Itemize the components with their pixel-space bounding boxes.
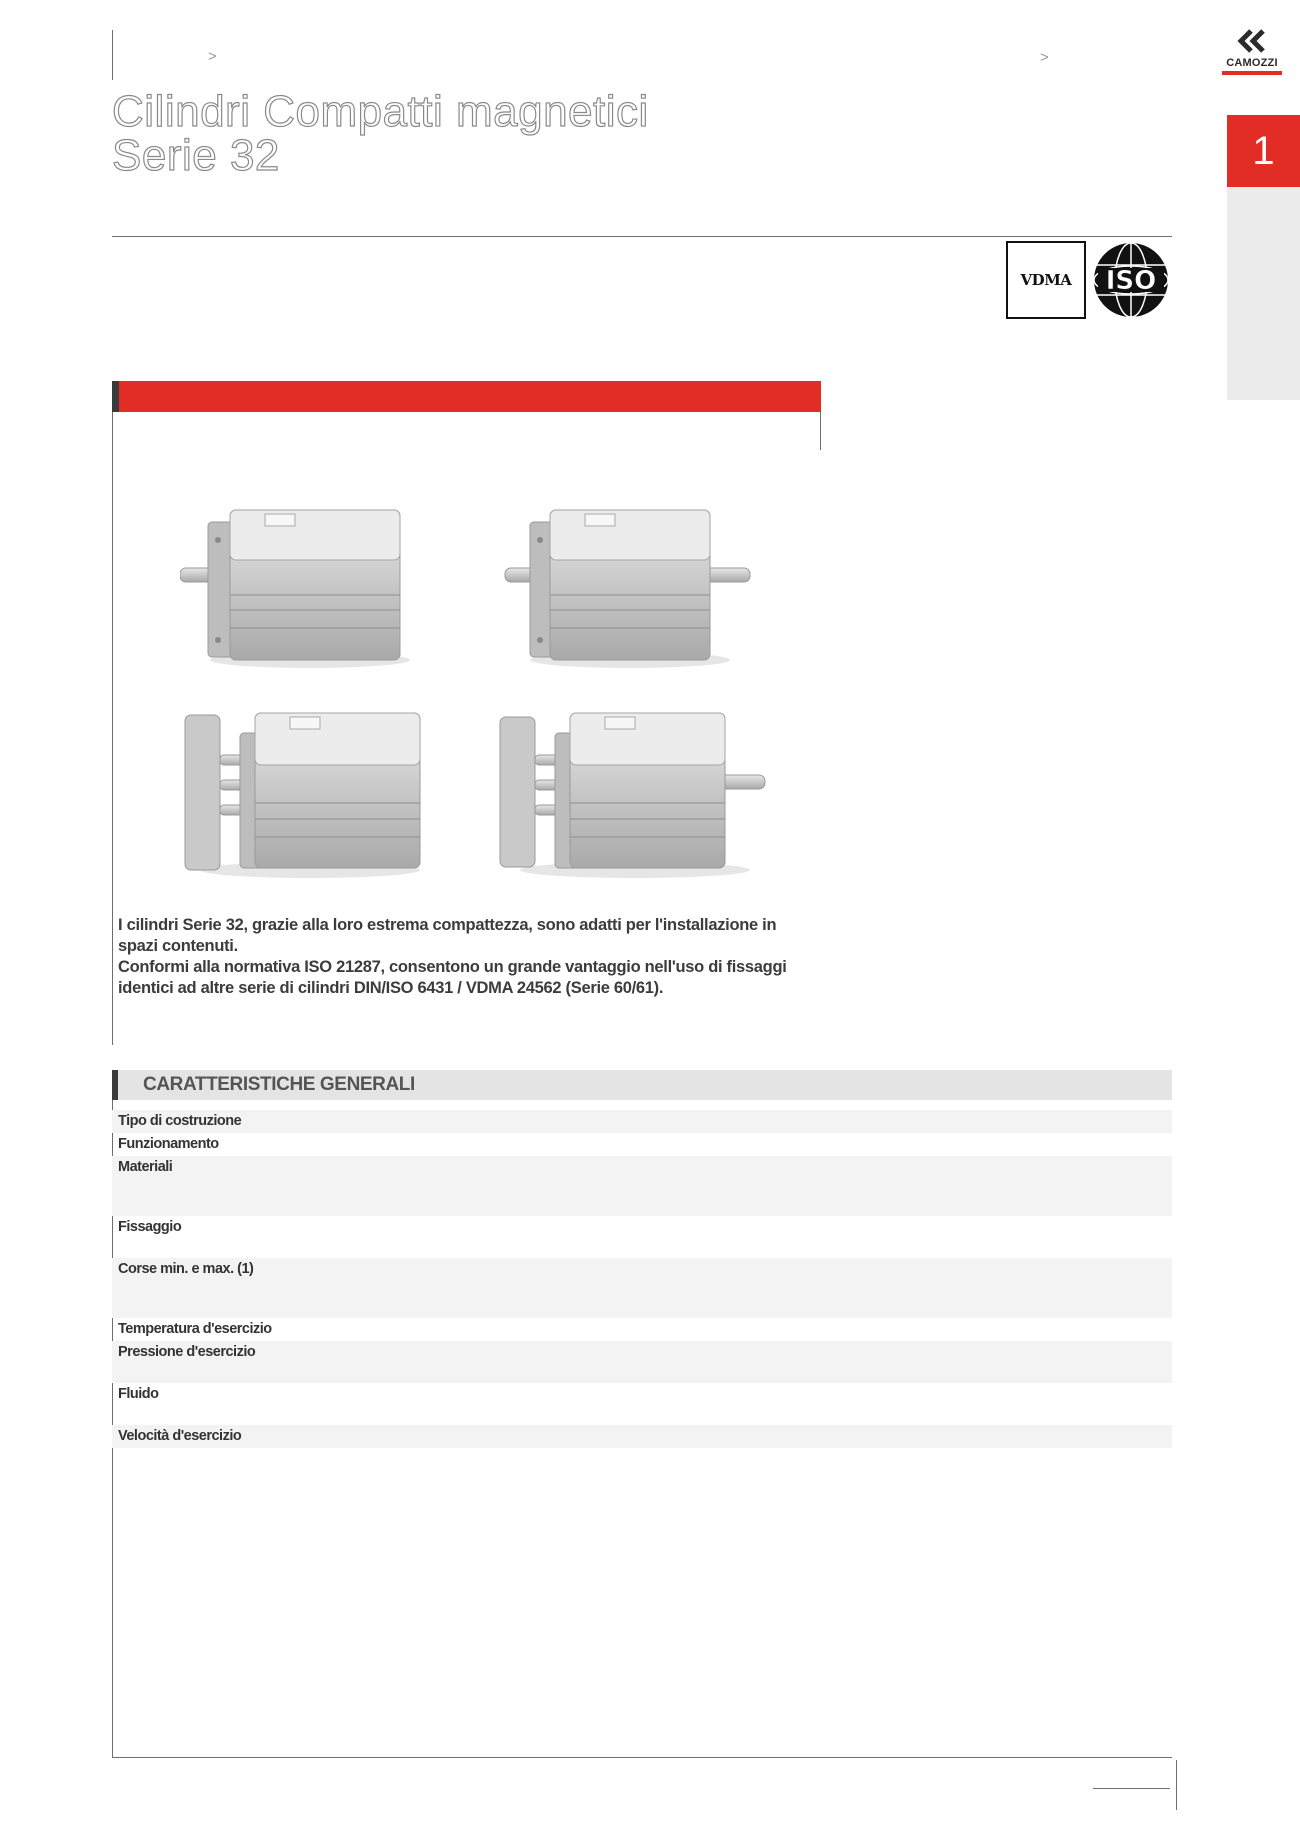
spec-label: Materiali xyxy=(118,1159,173,1175)
spec-row-materiali xyxy=(112,1156,1172,1216)
general-characteristics-header xyxy=(112,1070,1172,1100)
brand-logo[interactable] xyxy=(1222,28,1282,76)
spec-label: Fluido xyxy=(118,1386,159,1402)
intro-red-bar-marker xyxy=(112,381,119,412)
camozzi-logo-icon xyxy=(1235,28,1269,54)
chapter-number: 1 xyxy=(1227,115,1300,187)
chapter-side-tab[interactable] xyxy=(1227,115,1300,400)
section-title: CARATTERISTICHE GENERALI xyxy=(143,1074,415,1095)
red-box-right-rule xyxy=(820,412,821,450)
footer-short-rule xyxy=(1093,1788,1170,1789)
spec-label: Pressione d'esercizio xyxy=(118,1344,256,1360)
vdma-certification-badge xyxy=(1006,241,1086,319)
compact-cylinder-through-rod-icon xyxy=(500,500,760,670)
spec-row-tipo-costruzione xyxy=(112,1110,1172,1133)
header-divider xyxy=(112,236,1172,237)
spec-row-funzionamento xyxy=(112,1133,1172,1156)
spec-label: Corse min. e max. (1) xyxy=(118,1261,254,1277)
compact-cylinder-single-rod-icon xyxy=(180,500,430,670)
page-title-line-2: Serie 32 xyxy=(112,131,280,180)
content-left-rule xyxy=(112,412,113,1045)
page-title-line-1: Cilindri Compatti magnetici xyxy=(112,87,649,136)
breadcrumb-arrow-1[interactable]: > xyxy=(208,48,217,65)
spec-row-corse xyxy=(112,1258,1172,1318)
iso-globe-icon xyxy=(1092,241,1170,319)
intro-red-bar xyxy=(112,381,821,412)
brand-accent-bar xyxy=(1222,71,1282,75)
description-paragraph-1: I cilindri Serie 32, grazie alla loro estrema compattezza, sono adatti per l'installazione in spazi contenuti. xyxy=(118,916,777,955)
vdma-label: VDMA xyxy=(1020,271,1072,289)
page-title xyxy=(112,87,649,180)
spec-row-temperatura xyxy=(112,1318,1172,1341)
spec-row-fluido xyxy=(112,1383,1172,1425)
compact-cylinder-guided-through-rod-icon xyxy=(495,705,785,880)
series-description xyxy=(118,915,818,999)
breadcrumb-arrow-2[interactable]: > xyxy=(1040,49,1049,66)
footer-right-rule xyxy=(1176,1760,1177,1810)
spec-label: Fissaggio xyxy=(118,1219,182,1235)
spec-label: Funzionamento xyxy=(118,1136,219,1152)
spec-row-pressione xyxy=(112,1341,1172,1383)
iso-label: ISO xyxy=(1105,266,1157,296)
spec-label: Velocità d'esercizio xyxy=(118,1428,242,1444)
spec-row-velocita xyxy=(112,1425,1172,1448)
spec-label: Tipo di costruzione xyxy=(118,1113,242,1129)
spec-row-fissaggio xyxy=(112,1216,1172,1258)
header-left-rule xyxy=(112,30,113,80)
section-marker xyxy=(112,1070,118,1100)
compact-cylinder-guided-icon xyxy=(180,705,440,880)
spec-label: Temperatura d'esercizio xyxy=(118,1321,272,1337)
description-paragraph-2: Conformi alla normativa ISO 21287, consentono un grande vantaggio nell'uso di fissaggi identici ad altre serie di cilindri DIN/ISO 6431 / VDMA 24562 (Serie 60/61). xyxy=(118,958,787,997)
brand-name: CAMOZZI xyxy=(1226,57,1278,69)
footer-divider xyxy=(112,1757,1172,1758)
